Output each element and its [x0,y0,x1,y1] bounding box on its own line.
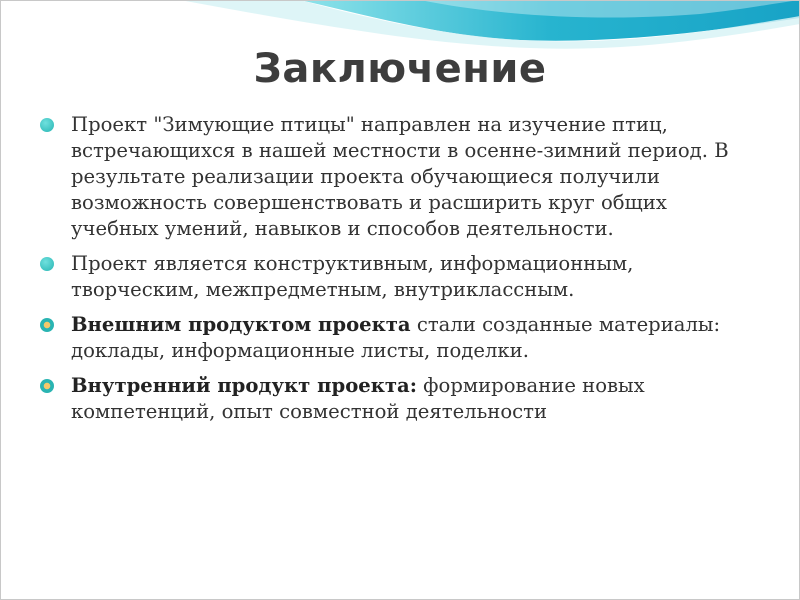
list-item-body: формирование новых компетенций, опыт совместной деятельности [71,374,645,423]
slide-title: Заключение [253,46,547,92]
list-item-bold: Внешним продуктом проекта [71,313,411,336]
list-item-body: Проект является конструктивным, информационным, творческим, межпредметным, внутриклассным. [71,252,634,301]
list-item-bold: Внутренний продукт проекта: [71,374,417,397]
list-item-body: Проект "Зимующие птицы" направлен на изучение птиц, встречающихся в нашей местности в осенне-зимний период. В результате реализации проекта обучающиеся получили возможность совершенствовать и расширить круг общих учебных умений, навыков и способов деятельности. [71,113,729,240]
list-item-body: стали созданные материалы: доклады, информационные листы, поделки. [71,313,721,362]
